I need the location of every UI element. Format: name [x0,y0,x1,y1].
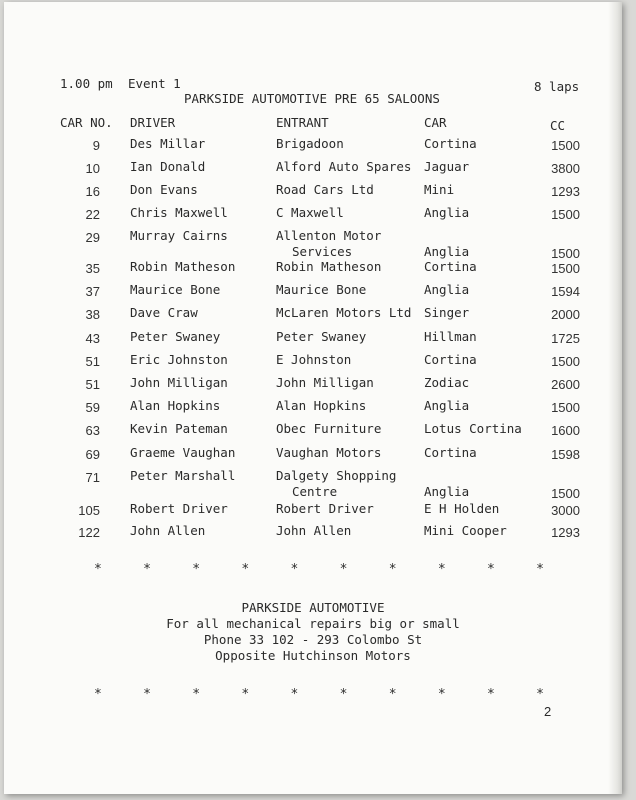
car-number: 69 [85,447,100,462]
engine-cc: 1500 [551,354,580,369]
entrant-name: John Milligan [276,375,374,390]
car-number: 63 [85,423,100,438]
star: * [388,562,397,577]
star: * [192,562,201,577]
driver-name: Maurice Bone [130,282,221,297]
programme-page [4,2,622,794]
driver-name: Eric Johnston [130,352,228,367]
car-model: Singer [424,305,470,320]
engine-cc: 2600 [551,377,580,392]
column-header-car: CAR [424,115,447,130]
driver-name: Graeme Vaughan [130,445,236,460]
entrant-name: John Allen [276,523,352,538]
engine-cc: 1293 [551,525,580,540]
car-number: 51 [85,377,100,392]
car-number: 38 [85,307,100,322]
page-edge [608,2,622,794]
star: * [339,562,348,577]
event-title: PARKSIDE AUTOMOTIVE PRE 65 SALOONS [184,91,440,106]
entry-row [4,399,604,415]
driver-name: Alan Hopkins [130,398,221,413]
entrant-name: Robert Driver [276,501,374,516]
page-number: 2 [544,704,552,719]
event-number: Event 1 [128,76,181,91]
star: * [536,562,544,577]
entry-row [4,422,604,438]
entry-row [4,183,604,199]
engine-cc: 1500 [551,138,580,153]
entrant-name: Alan Hopkins [276,398,367,413]
car-model: Mini [424,182,455,197]
star: * [339,687,348,702]
driver-name: Peter Swaney [130,329,221,344]
separator-stars-bottom [94,687,544,702]
engine-cc: 1500 [551,207,580,222]
car-model: Hillman [424,329,477,344]
driver-name: Don Evans [130,182,198,197]
engine-cc: 1500 [551,486,580,501]
car-model: Zodiac [424,375,470,390]
engine-cc: 1500 [551,246,580,261]
car-model: Lotus Cortina [424,421,522,436]
driver-name: Robin Matheson [130,259,236,274]
car-number: 43 [85,331,100,346]
engine-cc: 1293 [551,184,580,199]
engine-cc: 1594 [551,284,580,299]
car-model: Cortina [424,352,477,367]
entry-row [4,446,604,462]
entry-row [4,353,604,369]
driver-name: Dave Craw [130,305,198,320]
car-number: 59 [85,400,100,415]
star: * [94,562,102,577]
car-model: Anglia [424,484,470,499]
event-time: 1.00 pm [60,76,113,91]
entry-row [4,137,604,153]
column-header-driver: DRIVER [130,115,176,130]
driver-name: John Allen [130,523,206,538]
engine-cc: 3000 [551,503,580,518]
driver-name: Kevin Pateman [130,421,228,436]
star: * [437,562,446,577]
entrant-name: Peter Swaney [276,329,367,344]
entrant-name: Brigadoon [276,136,344,151]
star: * [536,687,544,702]
driver-name: Murray Cairns [130,228,228,243]
entry-row [4,283,604,299]
column-header-car-no: CAR NO. [60,115,113,130]
entry-row [4,206,604,222]
star: * [487,687,495,702]
advert-line-3: Phone 33 102 - 293 Colombo St [203,632,423,647]
star: * [241,687,250,702]
car-model: Anglia [424,398,470,413]
car-number: 10 [85,161,100,176]
entrant-name: Road Cars Ltd [276,182,374,197]
car-number: 29 [85,230,100,245]
star: * [290,687,299,702]
entrant-name: McLaren Motors Ltd [276,305,412,320]
car-number: 51 [85,354,100,369]
entry-row [4,468,604,501]
entrant-name-continued: Centre [292,484,338,499]
entry-row [4,228,604,261]
entry-row [4,160,604,176]
car-model: E H Holden [424,501,500,516]
car-number: 37 [85,284,100,299]
entry-row [4,376,604,392]
entrant-name: Allenton Motor [276,228,382,243]
engine-cc: 2000 [551,307,580,322]
engine-cc: 1500 [551,400,580,415]
car-model: Mini Cooper [424,523,507,538]
car-number: 122 [78,525,100,540]
advert-line-4: Opposite Hutchinson Motors [215,648,411,663]
driver-name: Des Millar [130,136,206,151]
star: * [192,687,201,702]
driver-name: Robert Driver [130,501,228,516]
entrant-name: Maurice Bone [276,282,367,297]
star: * [487,562,495,577]
entrant-name: Alford Auto Spares [276,159,412,174]
car-number: 9 [92,138,100,153]
star: * [94,687,102,702]
engine-cc: 3800 [551,161,580,176]
entrant-name: Vaughan Motors [276,445,382,460]
engine-cc: 1725 [551,331,580,346]
star: * [143,687,151,702]
car-model: Anglia [424,282,470,297]
car-number: 105 [78,503,100,518]
separator-stars-top [94,562,544,577]
entry-row [4,260,604,276]
advert-line-2: For all mechanical repairs big or small [166,616,460,631]
entrant-name: E Johnston [276,352,352,367]
driver-name: Ian Donald [130,159,206,174]
car-model: Cortina [424,259,477,274]
entrant-name-continued: Services [292,244,353,259]
entrant-name: Robin Matheson [276,259,382,274]
column-header-entrant: ENTRANT [276,115,329,130]
driver-name: Peter Marshall [130,468,236,483]
entry-row [4,330,604,346]
column-header-cc: CC [550,118,566,133]
engine-cc: 1500 [551,261,580,276]
entrant-name: C Maxwell [276,205,344,220]
entry-row [4,524,604,540]
star: * [437,687,446,702]
driver-name: John Milligan [130,375,228,390]
driver-name: Chris Maxwell [130,205,228,220]
car-number: 35 [85,261,100,276]
entry-row [4,502,604,518]
car-model: Cortina [424,136,477,151]
star: * [241,562,250,577]
entrant-name: Obec Furniture [276,421,382,436]
car-model: Anglia [424,205,470,220]
car-model: Jaguar [424,159,470,174]
car-number: 16 [85,184,100,199]
car-model: Cortina [424,445,477,460]
car-model: Anglia [424,244,470,259]
star: * [290,562,299,577]
star: * [388,687,397,702]
car-number: 71 [85,470,100,485]
car-number: 22 [85,207,100,222]
event-laps: 8 laps [534,79,580,94]
star: * [143,562,151,577]
engine-cc: 1598 [551,447,580,462]
engine-cc: 1600 [551,423,580,438]
entry-row [4,306,604,322]
advert-title: PARKSIDE AUTOMOTIVE [241,600,385,615]
entrant-name: Dalgety Shopping [276,468,397,483]
